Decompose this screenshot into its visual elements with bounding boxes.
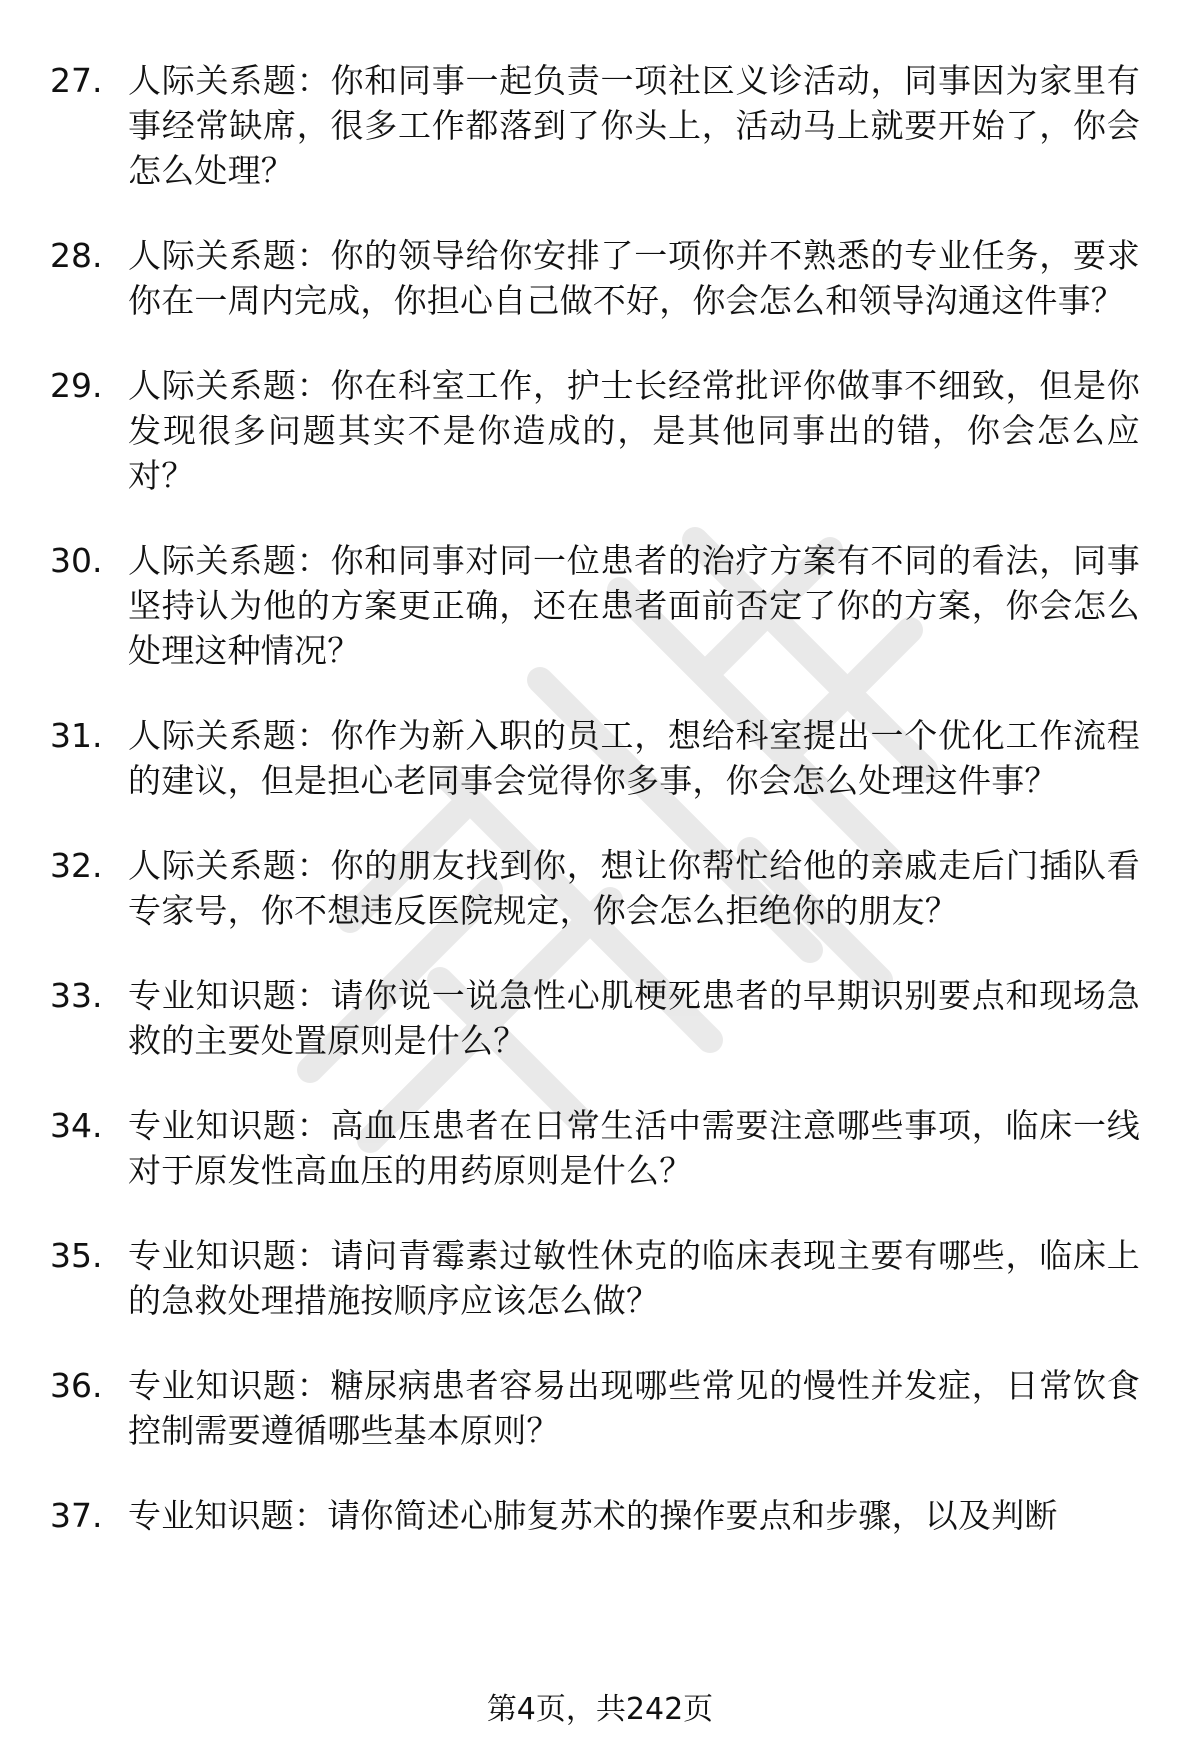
question-number: 36.	[50, 1366, 103, 1405]
question-text: 人际关系题：你的领导给你安排了一项你并不熟悉的专业任务，要求你在一周内完成，你担心自己做不好，你会怎么和领导沟通这件事？	[128, 236, 1140, 320]
question-item	[50, 1493, 1140, 1538]
question-text: 专业知识题：请你简述心肺复苏术的操作要点和步骤，以及判断	[128, 1496, 1058, 1535]
question-item	[50, 363, 1140, 498]
question-text: 人际关系题：你在科室工作，护士长经常批评你做事不细致，但是你发现很多问题其实不是你造成的，是其他同事出的错，你会怎么应对？	[128, 366, 1140, 495]
question-text: 人际关系题：你和同事对同一位患者的治疗方案有不同的看法，同事坚持认为他的方案更正确，还在患者面前否定了你的方案，你会怎么处理这种情况？	[128, 541, 1140, 670]
question-number: 29.	[50, 366, 103, 405]
question-number: 32.	[50, 846, 103, 885]
question-number: 34.	[50, 1106, 103, 1145]
question-text: 专业知识题：请你说一说急性心肌梗死患者的早期识别要点和现场急救的主要处置原则是什么？	[128, 976, 1140, 1060]
question-text: 人际关系题：你作为新入职的员工，想给科室提出一个优化工作流程的建议，但是担心老同事会觉得你多事，你会怎么处理这件事？	[128, 716, 1140, 800]
question-number: 31.	[50, 716, 103, 755]
question-item	[50, 1363, 1140, 1453]
question-item	[50, 233, 1140, 323]
question-list	[50, 58, 1140, 1578]
question-number: 37.	[50, 1496, 103, 1535]
question-item	[50, 843, 1140, 933]
question-text: 人际关系题：你的朋友找到你，想让你帮忙给他的亲戚走后门插队看专家号，你不想违反医院规定，你会怎么拒绝你的朋友？	[128, 846, 1140, 930]
question-item	[50, 58, 1140, 193]
question-item	[50, 973, 1140, 1063]
question-item	[50, 538, 1140, 673]
question-number: 33.	[50, 976, 103, 1015]
question-text: 人际关系题：你和同事一起负责一项社区义诊活动，同事因为家里有事经常缺席，很多工作都落到了你头上，活动马上就要开始了，你会怎么处理？	[128, 61, 1140, 190]
question-number: 28.	[50, 236, 103, 275]
question-item	[50, 1233, 1140, 1323]
question-number: 35.	[50, 1236, 103, 1275]
question-number: 30.	[50, 541, 103, 580]
question-text: 专业知识题：糖尿病患者容易出现哪些常见的慢性并发症，日常饮食控制需要遵循哪些基本原则？	[128, 1366, 1140, 1450]
question-text: 专业知识题：高血压患者在日常生活中需要注意哪些事项，临床一线对于原发性高血压的用药原则是什么？	[128, 1106, 1140, 1190]
page-footer: 第4页，共242页	[486, 1692, 714, 1727]
question-item	[50, 1103, 1140, 1193]
question-item	[50, 713, 1140, 803]
question-text: 专业知识题：请问青霉素过敏性休克的临床表现主要有哪些，临床上的急救处理措施按顺序应该怎么做？	[128, 1236, 1140, 1320]
question-number: 27.	[50, 61, 103, 100]
